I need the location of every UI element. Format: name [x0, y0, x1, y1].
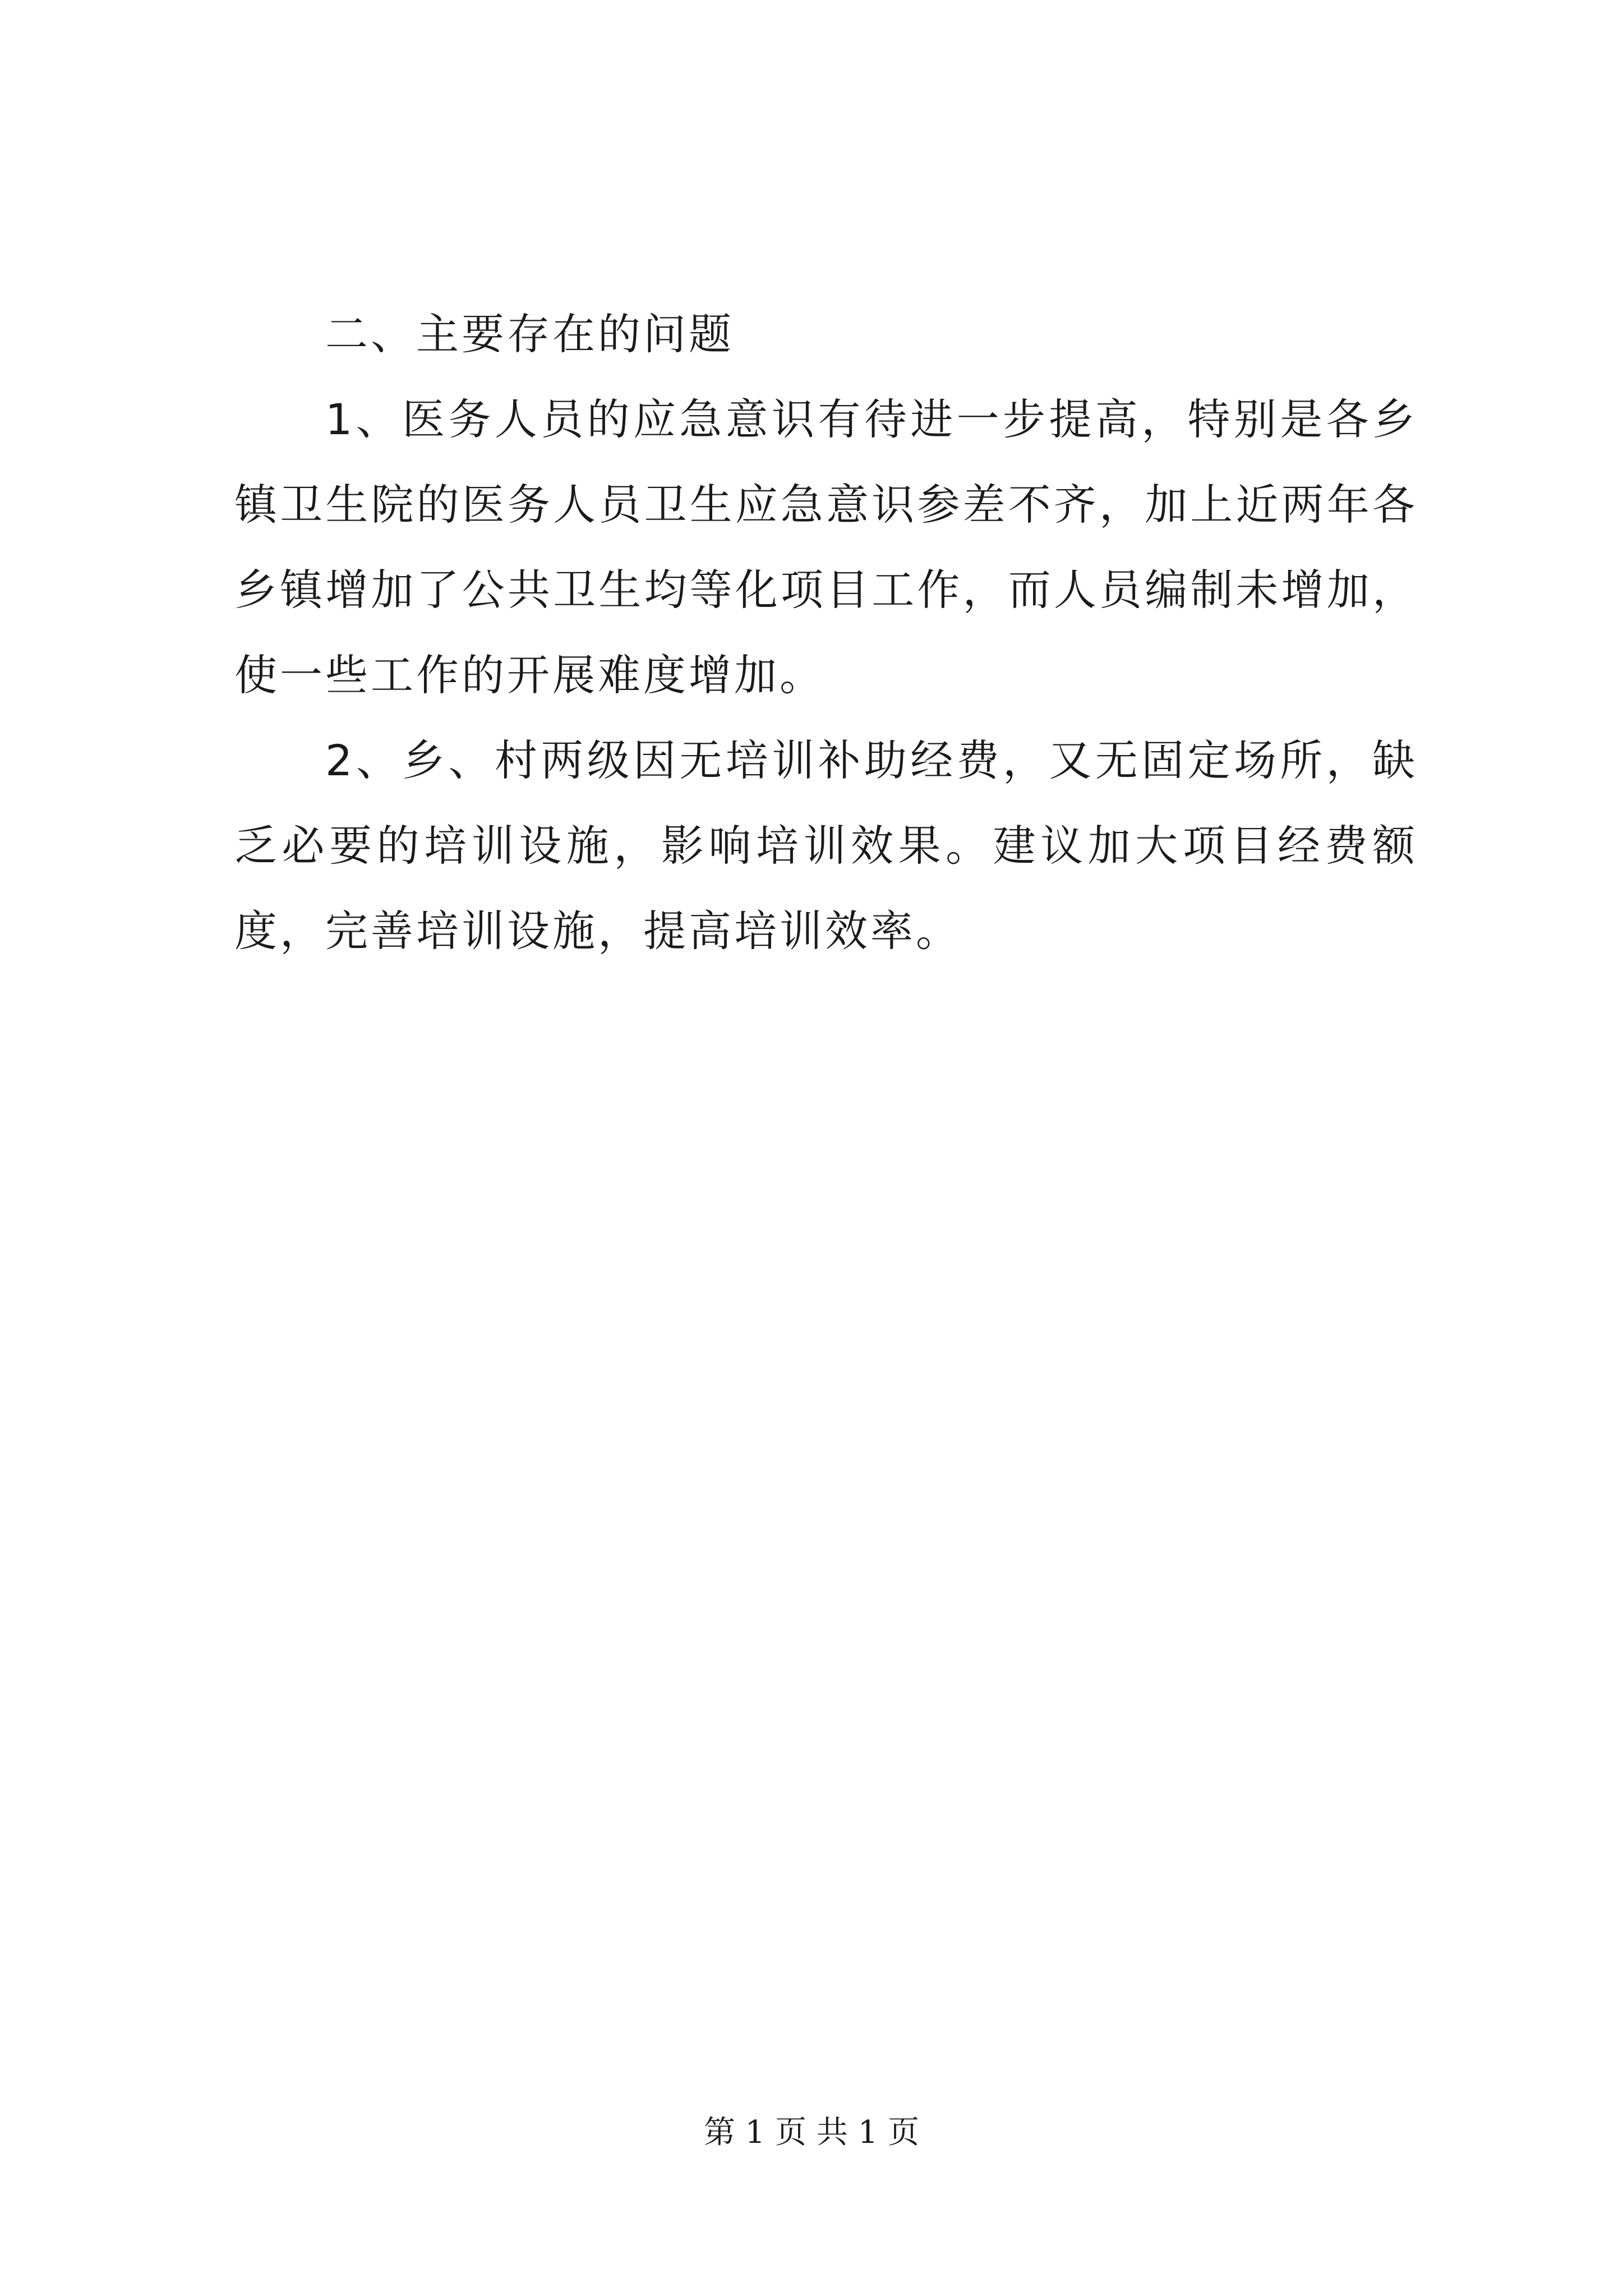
document-body	[234, 292, 1418, 974]
section-heading: 二、主要存在的问题	[325, 309, 734, 359]
paragraph-1: 1、医务人员的应急意识有待进一步提高，特别是各乡镇卫生院的医务人员卫生应急意识参差不齐，加上近两年各乡镇增加了公共卫生均等化项目工作，而人员编制未增加，使一些工作的开展难度增加。	[234, 394, 1418, 700]
paragraph-2: 2、乡、村两级因无培训补助经费，又无固定场所，缺乏必要的培训设施，影响培训效果。建议加大项目经费额度，完善培训设施，提高培训效率。	[234, 735, 1418, 956]
page-footer: 第 1 页 共 1 页	[703, 2114, 920, 2151]
